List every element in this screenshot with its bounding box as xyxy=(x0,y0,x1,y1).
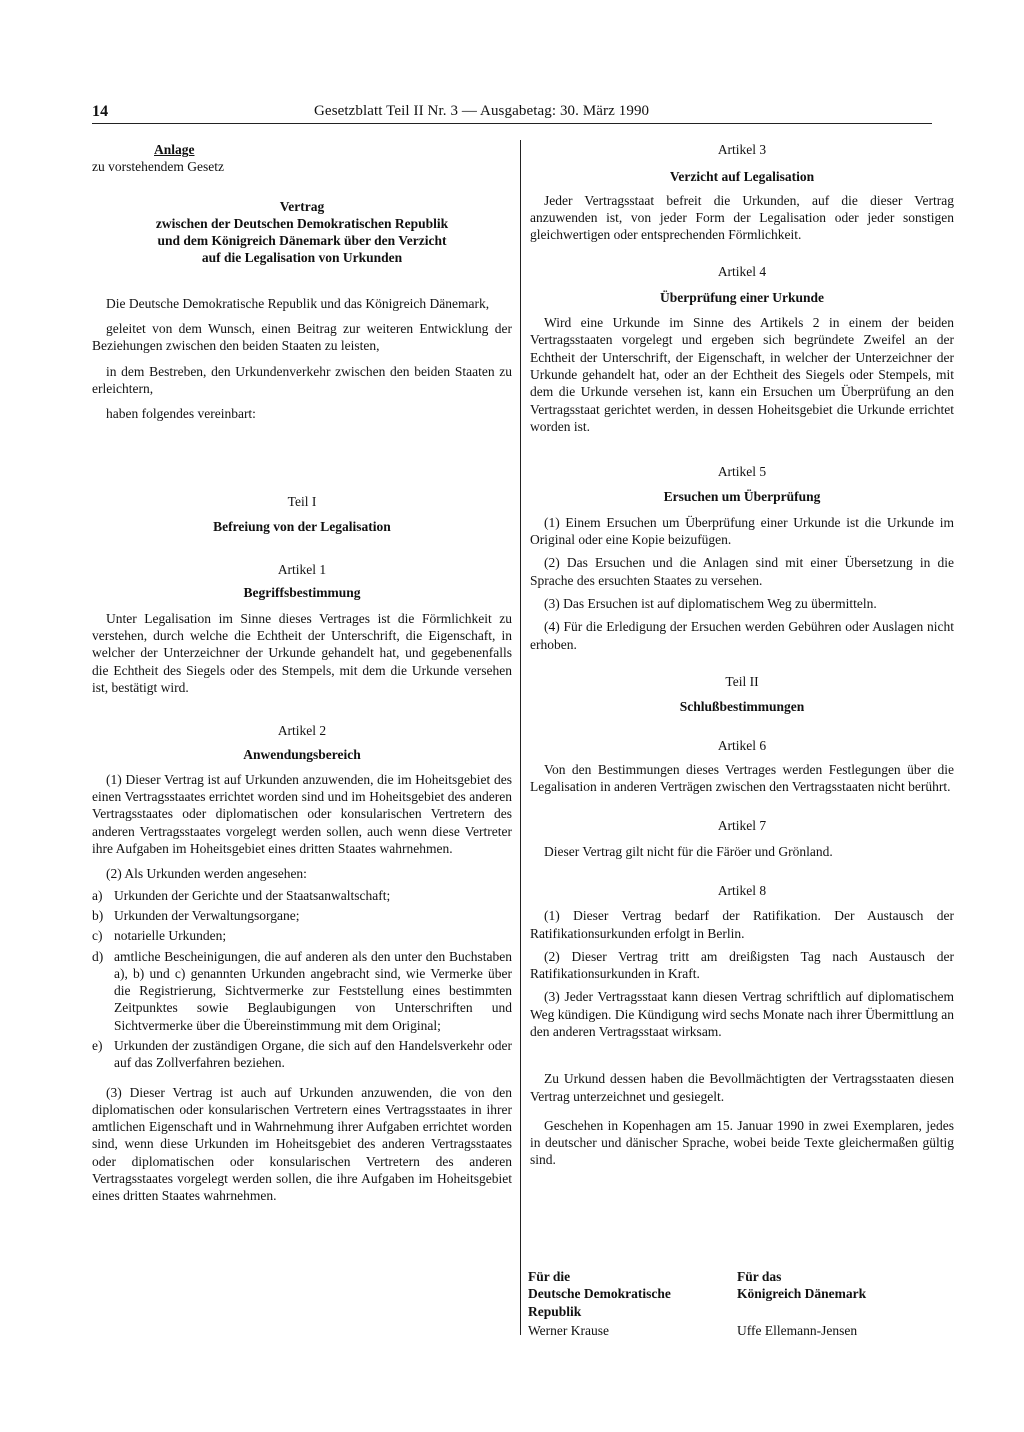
list-text: notarielle Urkunden; xyxy=(114,928,227,944)
preamble-paragraph: Die Deutsche Demokratische Republik und das Königreich Dänemark, xyxy=(106,295,490,311)
column-divider xyxy=(520,140,521,1335)
signatory-heading: Republik xyxy=(528,1303,582,1319)
treaty-title-line-4: auf die Legalisation von Urkunden xyxy=(201,250,403,266)
page-header xyxy=(92,101,932,123)
article-title: Anwendungsbereich xyxy=(243,746,361,762)
list-item xyxy=(92,927,512,944)
signatory-heading: Deutsche Demokratische xyxy=(528,1286,671,1302)
article-title: Verzicht auf Legalisation xyxy=(669,169,815,185)
article-heading: Artikel 2 xyxy=(277,723,327,739)
closing-clause: Zu Urkund dessen haben die Bevollmächtigten der Vertragsstaaten diesen Vertrag unterzeichnet und gesiegelt. xyxy=(530,1071,954,1104)
article-paragraph: (4) Für die Erledigung der Ersuchen werden Gebühren oder Auslagen nicht erhoben. xyxy=(530,619,954,652)
list-item xyxy=(92,907,512,924)
list-text: Urkunden der Verwaltungsorgane; xyxy=(114,907,300,923)
list-item xyxy=(92,948,512,1034)
article-paragraph: (3) Dieser Vertrag ist auch auf Urkunden anzuwenden, die von den diplomatischen oder konsularischen Vertretern eines Vertragsstaates in ihrer amtlichen Eigenschaft und in Wahrnehmung ihrer Aufgaben errichtet worden sind, wenn diese Urkunden im Hoheitsgebiet des anderen Vertragsstaates oder diplomatischen oder konsularischen Vertretern des anderen Vertragsstaates vorgelegt werden sollen, die ihre Aufgaben im Hoheitsgebiet eines dritten Staates wahrnehmen. xyxy=(92,1084,512,1204)
list-marker: a) xyxy=(92,887,103,903)
header-rule xyxy=(92,123,932,124)
article-heading: Artikel 7 xyxy=(717,818,767,834)
article-text: Jeder Vertragsstaat befreit die Urkunden, auf die dieser Vertrag anzuwenden ist, von jeder Form der Legalisation oder jeder sonstigen gleichwertigen oder entsprechenden Förmlichkeit. xyxy=(530,192,954,243)
signatory-heading: Für die xyxy=(528,1269,571,1284)
preamble-paragraph: haben folgendes vereinbart: xyxy=(106,406,256,422)
gazette-title: Gesetzblatt Teil II Nr. 3 — Ausgabetag: 30. März 1990 xyxy=(314,103,650,119)
article-text: Wird eine Urkunde im Sinne des Artikels 2 in einem der beiden Vertragsstaaten vorgelegt und ergeben sich begründete Zweifel an der Echtheit der Unterschrift, der Eigenschaft, in welcher der Unterzeichner der Urkunde gehandelt hat, oder an der Echtheit des Siegels oder Stempels, mit dem die Urkunde versehen ist, kann ein Ersuchen um Überprüfung an den Vertragsstaat gerichtet werden, in dessen Hoheitsgebiet die Urkunde errichtet worden ist. xyxy=(530,315,954,434)
article-heading: Artikel 1 xyxy=(277,562,327,578)
annex-label: Anlage xyxy=(154,142,195,157)
article-paragraph: (1) Einem Ersuchen um Überprüfung einer Urkunde ist die Urkunde im Original oder eine Kopie beizufügen. xyxy=(530,514,954,548)
article-paragraph: (3) Jeder Vertragsstaat kann diesen Vertrag schriftlich auf diplomatischem Weg kündigen. Die Kündigung wird sechs Monate nach ihrer Übermittlung an den anderen Vertragsstaat wirksam. xyxy=(530,989,954,1039)
preamble-paragraph: geleitet von dem Wunsch, einen Beitrag zur weiteren Entwicklung der Beziehungen zwischen den beiden Staaten zu leisten, xyxy=(92,321,512,354)
article-paragraph: (1) Dieser Vertrag ist auf Urkunden anzuwenden, die im Hoheitsgebiet des einen Vertragsstaates errichtet worden sind und im Hoheitsgebiet des anderen Vertragsstaates oder diplomatischen oder konsularischen Vertretern des anderen Vertragsstaates vorgelegt werden sollen, auch wenn diese Vertreter ihre Aufgaben im Hoheitsgebiet eines dritten Staates wahrnehmen. xyxy=(92,771,512,857)
document-type-list xyxy=(92,887,512,1072)
article-paragraph: (2) Dieser Vertrag tritt am dreißigsten Tag nach Austausch der Ratifikationsurkunden in Kraft. xyxy=(530,948,954,982)
left-column xyxy=(92,141,512,1205)
list-marker: c) xyxy=(92,928,103,944)
treaty-title-line-1: Vertrag xyxy=(279,198,325,214)
article-text: Von den Bestimmungen dieses Vertrages werden Festlegungen über die Legalisation in anderen Verträgen zwischen den Vertragsstaaten nicht berührt. xyxy=(530,761,954,795)
list-text: Urkunden der Gerichte und der Staatsanwaltschaft; xyxy=(114,887,391,903)
article-title: Überprüfung einer Urkunde xyxy=(659,289,825,305)
list-marker: d) xyxy=(92,948,104,964)
article-paragraph: (2) Das Ersuchen und die Anlagen sind mit einer Übersetzung in die Sprache des ersuchten Staates zu versehen. xyxy=(530,555,954,588)
article-heading: Artikel 4 xyxy=(717,264,767,280)
list-marker: e) xyxy=(92,1037,103,1053)
article-heading: Artikel 8 xyxy=(717,882,767,898)
preamble-paragraph: in dem Bestreben, den Urkundenverkehr zwischen den beiden Staaten zu erleichtern, xyxy=(92,363,512,396)
treaty-title-line-3: und dem Königreich Dänemark über den Verzicht xyxy=(157,233,447,249)
closing-clause: Geschehen in Kopenhagen am 15. Januar 1990 in zwei Exemplaren, jedes in deutscher und dänischer Sprache, wobei beide Texte gleichermaßen gültig sind. xyxy=(530,1117,954,1168)
annex-subtitle: zu vorstehendem Gesetz xyxy=(92,159,224,175)
signature-block-gdr xyxy=(528,1268,728,1339)
part-title: Schlußbestimmungen xyxy=(679,699,805,715)
list-text: amtliche Bescheinigungen, die auf anderen als den unter den Buchstaben a), b) und c) genannten Urkunden angebracht sind, wie Vermerke über die Registrierung, Sichtvermerke zur Feststellung eines bestimmten Zeitpunktes sowie Beglaubigungen von Unterschriften und Sichtvermerke über die Übereinstimmung mit dem Original; xyxy=(114,948,512,1033)
treaty-title-line-2: zwischen der Deutschen Demokratischen Republik xyxy=(155,215,449,231)
article-text: Unter Legalisation im Sinne dieses Vertrages ist die Förmlichkeit zu verstehen, durch welche die Echtheit der Unterschrift, die Eigenschaft, in welcher der Unterzeichner der Urkunde gehandelt hat, und gegebenenfalls die Echtheit des Siegels oder des Stempels, mit dem die Urkunde versehen ist, bestätigt wird. xyxy=(92,610,512,695)
article-paragraph: (2) Als Urkunden werden angesehen: xyxy=(106,866,307,882)
article-paragraph: (1) Dieser Vertrag bedarf der Ratifikation. Der Austausch der Ratifikationsurkunden erfolgt in Berlin. xyxy=(530,908,954,941)
signature-block-denmark xyxy=(737,1268,937,1339)
part-heading: Teil I xyxy=(287,493,317,509)
article-heading: Artikel 6 xyxy=(717,738,767,754)
signatory-heading: Für das xyxy=(737,1269,782,1284)
article-title: Begriffsbestimmung xyxy=(243,585,361,601)
right-column xyxy=(530,141,954,1169)
list-item xyxy=(92,887,512,904)
list-item xyxy=(92,1037,512,1072)
article-title: Ersuchen um Überprüfung xyxy=(663,489,821,505)
signatory-name: Werner Krause xyxy=(528,1322,609,1338)
list-marker: b) xyxy=(92,907,104,923)
part-title: Befreiung von der Legalisation xyxy=(213,518,391,534)
signatory-heading: Königreich Dänemark xyxy=(737,1286,867,1302)
article-heading: Artikel 3 xyxy=(717,142,767,157)
list-text: Urkunden der zuständigen Organe, die sich auf den Handelsverkehr oder auf das Zollverfahren beziehen. xyxy=(114,1037,512,1071)
signatory-name: Uffe Ellemann-Jensen xyxy=(737,1322,858,1338)
article-heading: Artikel 5 xyxy=(717,464,767,480)
article-text: Dieser Vertrag gilt nicht für die Färöer und Grönland. xyxy=(544,843,833,859)
article-paragraph: (3) Das Ersuchen ist auf diplomatischem Weg zu übermitteln. xyxy=(544,595,877,611)
part-heading: Teil II xyxy=(725,673,759,689)
page-number: 14 xyxy=(92,103,109,120)
